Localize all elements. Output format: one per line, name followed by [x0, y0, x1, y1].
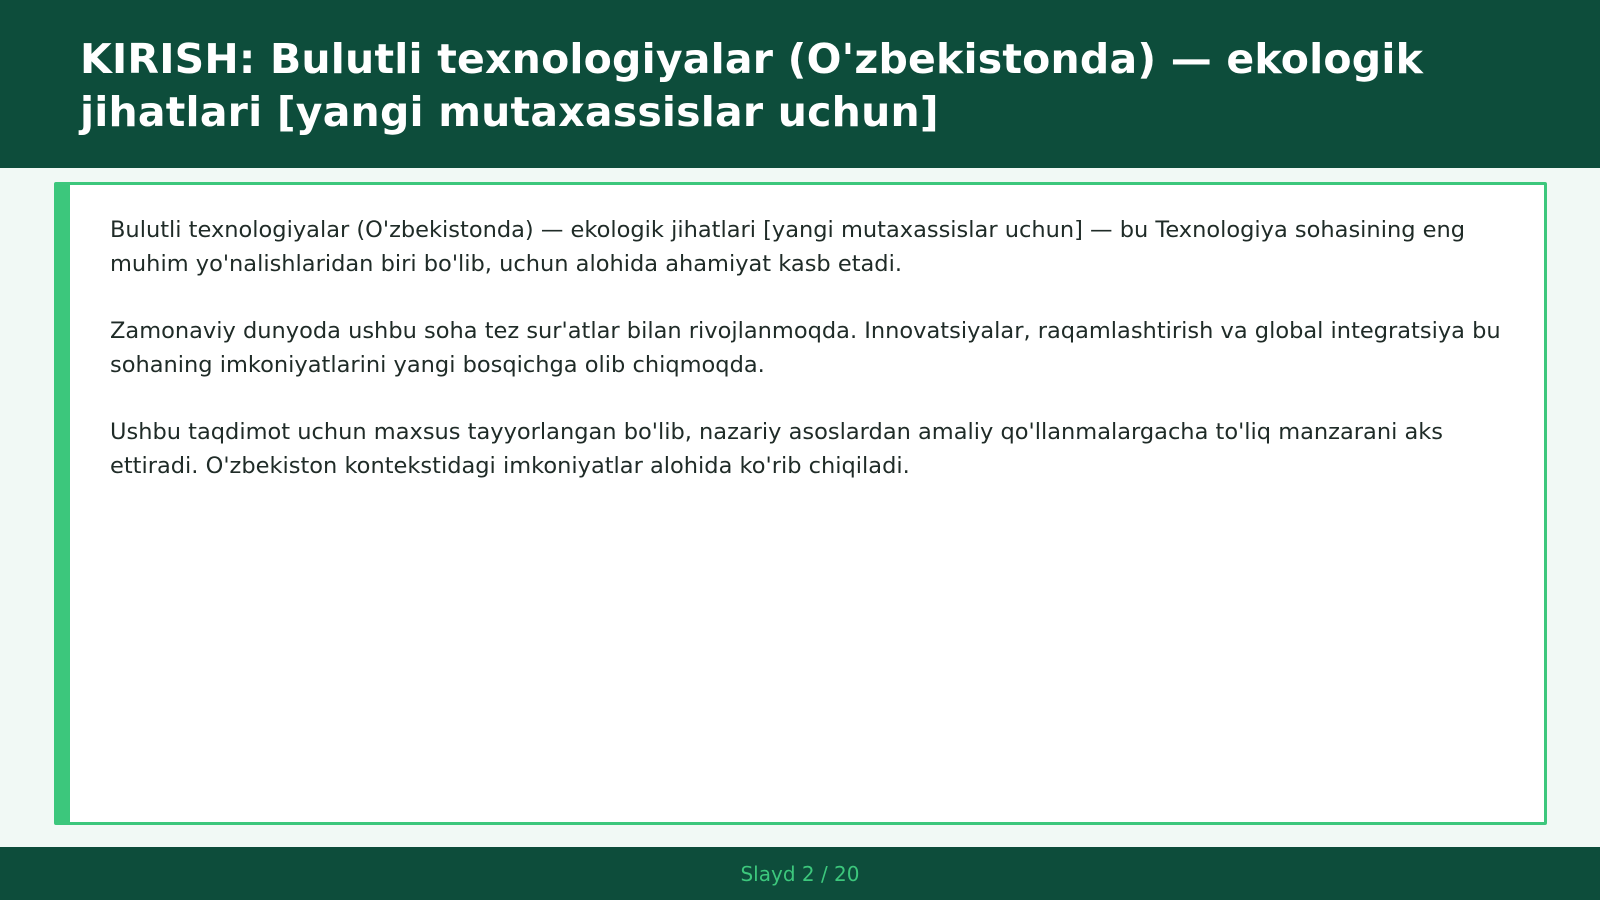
content-card: [54, 182, 1547, 825]
intro-paragraph: Bulutli texnologiyalar (O'zbekistonda) — ekologik jihatlari [yangi mutaxassislar uchun] — bu Texnologiya sohasining eng muhim yo'nalishlaridan biri bo'lib, uchun alohida ahamiyat kasb etadi.: [110, 217, 1466, 277]
slide-footer: [0, 847, 1600, 900]
development-paragraph: Zamonaviy dunyoda ushbu soha tez sur'atlar bilan rivojlanmoqda. Innovatsiyalar, raqamlashtirish va global integratsiya bu sohaning imkoniyatlarini yangi bosqichga olib chiqmoqda.: [110, 318, 1501, 378]
content-body: [110, 213, 1510, 516]
slide-header: [0, 0, 1600, 168]
presentation-paragraph: Ushbu taqdimot uchun maxsus tayyorlangan bo'lib, nazariy asoslardan amaliy qo'llanmalargacha to'liq manzarani aks ettiradi. O'zbekiston kontekstidagi imkoniyatlar alohida ko'rib chiqiladi.: [110, 419, 1444, 479]
slide-title: KIRISH: Bulutli texnologiyalar (O'zbekistonda) — ekologik jihatlari [yangi mutaxassislar uchun]: [80, 35, 1424, 136]
slide-counter: Slayd 2 / 20: [740, 862, 860, 886]
